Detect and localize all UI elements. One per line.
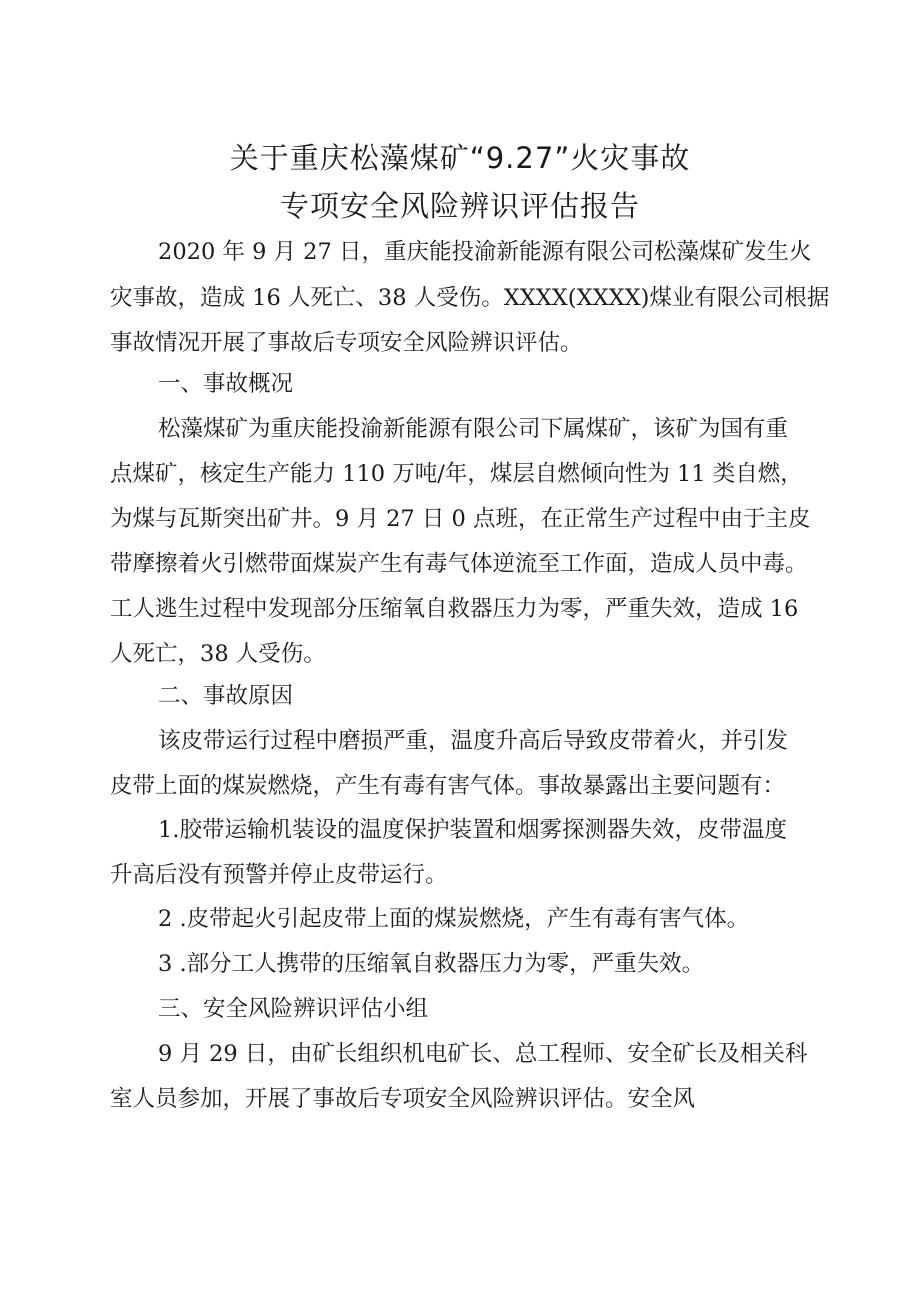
intro-paragraph-line: 2020 年 9 月 27 日，重庆能投渝新能源有限公司松藻煤矿发生火 xyxy=(158,239,812,265)
causes-item-2: 2 .皮带起火引起皮带上面的煤炭燃烧，产生有毒有害气体。 xyxy=(158,906,750,932)
assessment-paragraph-line: 室人员参加，开展了事故后专项安全风险辨识评估。安全风 xyxy=(110,1086,696,1112)
document-title-line-2: 专项安全风险辨识评估报告 xyxy=(279,189,640,223)
intro-paragraph-line: 事故情况开展了事故后专项安全风险辨识评估。 xyxy=(110,330,583,356)
overview-paragraph-line: 人死亡，38 人受伤。 xyxy=(110,641,326,667)
section-heading-causes: 二、事故原因 xyxy=(158,683,294,709)
causes-item-1-line: 1.胶带运输机装设的温度保护装置和烟雾探测器失效，皮带温度 xyxy=(158,817,787,843)
section-heading-overview: 一、事故概况 xyxy=(158,371,294,397)
overview-paragraph-line: 为煤与瓦斯突出矿井。9 月 27 日 0 点班，在正常生产过程中由于主皮 xyxy=(110,506,811,532)
causes-item-3: 3 .部分工人携带的压缩氧自救器压力为零，严重失效。 xyxy=(158,951,705,977)
intro-paragraph-line: 灾事故，造成 16 人死亡、38 人受伤。XXXX(XXXX)煤业有限公司根据 xyxy=(110,285,830,311)
assessment-paragraph-line: 9 月 29 日，由矿长组织机电矿长、总工程师、安全矿长及相关科 xyxy=(158,1041,808,1067)
overview-paragraph-line: 带摩擦着火引燃带面煤炭产生有毒气体逆流至工作面，造成人员中毒。 xyxy=(110,551,808,577)
causes-item-1-line: 升高后没有预警并停止皮带运行。 xyxy=(110,862,448,888)
section-heading-assessment-team: 三、安全风险辨识评估小组 xyxy=(158,996,429,1022)
causes-paragraph-line: 皮带上面的煤炭燃烧，产生有毒有害气体。事故暴露出主要问题有： xyxy=(110,773,786,799)
causes-paragraph-line: 该皮带运行过程中磨损严重，温度升高后导致皮带着火，并引发 xyxy=(158,728,789,754)
overview-paragraph-line: 点煤矿，核定生产能力 110 万吨/年，煤层自燃倾向性为 11 类自燃， xyxy=(110,461,803,487)
overview-paragraph-line: 松藻煤矿为重庆能投渝新能源有限公司下属煤矿，该矿为国有重 xyxy=(158,416,789,442)
document-title-line-1: 关于重庆松藻煤矿“9.27”火灾事故 xyxy=(229,141,691,175)
overview-paragraph-line: 工人逃生过程中发现部分压缩氧自救器压力为零，严重失效，造成 16 xyxy=(110,596,799,622)
